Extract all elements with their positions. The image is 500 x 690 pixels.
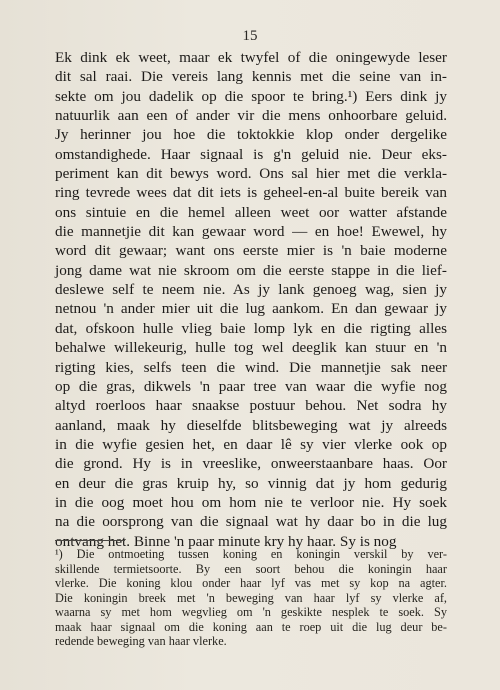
body-line: Jy herinner jou hoe die toktokkie klop onder dergelike xyxy=(55,126,447,144)
body-text xyxy=(55,48,447,551)
body-line: en deur die gras kruip hy, so vinnig dat jy hom gedurig xyxy=(55,474,447,492)
footnote-line: redende beweging van haar vlerke. xyxy=(55,634,227,648)
body-line: ontvang het. Binne 'n paar minute kry hy haar. Sy is nog xyxy=(55,532,397,550)
body-line: deslewe self te neem nie. As jy lank genoeg wag, sien jy xyxy=(55,281,447,299)
body-line: rigting kies, selfs teen die wind. Die mannetjie sak neer xyxy=(55,358,447,376)
body-line: ons sintuie en die hemel alleen weet oor watter afstande xyxy=(55,203,447,221)
page-number: 15 xyxy=(242,28,258,44)
body-line: dit sal raai. Die vereis lang kennis met die seine van in- xyxy=(55,68,447,86)
body-line: die grond. Hy is in vreeslike, onweerstaanbare haas. Oor xyxy=(55,455,447,473)
footnote-line: waarna sy met hom wegvlieg om 'n geskikte nesplek te soek. Sy xyxy=(55,605,447,619)
footnote-divider xyxy=(55,540,125,541)
body-line: op die gras, dikwels 'n paar tree van waar die wyfie nog xyxy=(55,377,447,395)
footnote-line: Die koningin breek met 'n beweging van haar lyf sy vlerke af, xyxy=(55,590,447,605)
body-line: aanland, maak hy dieselfde blitsbeweging wat jy alreeds xyxy=(55,416,447,434)
body-line: ring tevrede wees dat dit iets is geheel-en-al buite bereik van xyxy=(55,184,447,202)
footnote-line: skillende termietsoorte. By een soort behou die koningin haar xyxy=(55,561,447,576)
footnote-line: vlerke. Die koning klou onder haar lyf vas met sy kop na agter. xyxy=(55,576,447,590)
body-line: omstandighede. Haar signaal is g'n geluid nie. Deur eks- xyxy=(55,145,447,163)
body-line: Ek dink ek weet, maar ek twyfel of die oningewyde leser xyxy=(55,49,447,66)
body-line: in die oog moet hou om hom nie te verloor nie. Hy soek xyxy=(55,493,447,511)
body-line: word dit gewaar; want ons eerste mier is 'n baie moderne xyxy=(55,242,447,260)
footnote xyxy=(55,547,447,649)
body-line: periment kan dit bewys word. Ons sal hier met die verkla- xyxy=(55,165,447,183)
body-line: in die wyfie gesien het, en daar lê sy vier vlerke ook op xyxy=(55,435,447,453)
footnote-line: maak haar signaal om die koning aan te roep uit die lug deur be- xyxy=(55,619,447,634)
body-line: die mannetjie dit kan gewaar word — en hoe! Ewewel, hy xyxy=(55,223,447,241)
body-line: altyd roerloos haar snaakse postuur behou. Net sodra hy xyxy=(55,397,447,415)
body-line: behalwe willekeurig, hulle tog wel deeglik kan stuur en 'n xyxy=(55,339,447,357)
body-line: na die oorsprong van die signaal wat hy daar bo in die lug xyxy=(55,513,447,531)
body-line: jong dame wat nie skroom om die eerste stappe in die lief- xyxy=(55,261,447,279)
body-line: netnou 'n ander mier uit die lug aankom. En dan gewaar jy xyxy=(55,300,447,318)
footnote-line: ¹) Die ontmoeting tussen koning en koningin verskil by ver- xyxy=(55,547,447,561)
body-line: dat, ofskoon hulle vlieg baie lomp lyk en die rigting alles xyxy=(55,319,447,337)
body-line: sekte om jou dadelik op die spoor te bring.¹) Eers dink jy xyxy=(55,87,447,105)
body-line: natuurlik aan een of ander vir die mens onhoorbare geluid. xyxy=(55,107,447,125)
